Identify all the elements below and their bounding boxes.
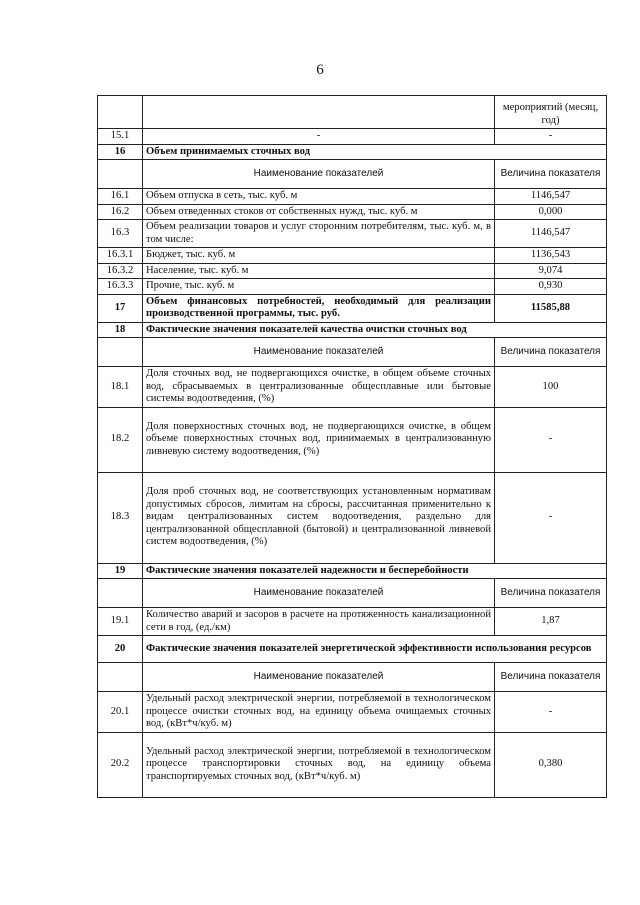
column-header-name: Наименование показателей	[143, 663, 495, 692]
row-number: 18.3	[98, 472, 143, 563]
page-number: 6	[316, 62, 324, 78]
row-value: 1146,547	[495, 220, 607, 248]
table-row	[98, 608, 607, 636]
row-number: 18.2	[98, 407, 143, 472]
section-title: Фактические значения показателей качества очистки сточных вод	[143, 322, 607, 338]
indicators-table	[97, 95, 607, 798]
row-description: Доля поверхностных сточных вод, не подвергающихся очистке, в общем объеме поверхностных сточных вод, принимаемых в централизованную ливневую систему водоотведения, (%)	[143, 407, 495, 472]
column-header-value: Величина показателя	[495, 160, 607, 189]
table-row	[98, 204, 607, 220]
table-header-row	[98, 338, 607, 367]
row-number: 16.3.2	[98, 263, 143, 279]
table-header-row	[98, 160, 607, 189]
table-row	[98, 248, 607, 264]
row-description: -	[143, 129, 495, 145]
table-cell-empty	[98, 160, 143, 189]
table-cell-empty	[98, 96, 143, 129]
row-description: Прочие, тыс. куб. м	[143, 279, 495, 295]
section-title: Объем принимаемых сточных вод	[143, 144, 607, 160]
table-header-row	[98, 663, 607, 692]
row-value: 1136,543	[495, 248, 607, 264]
section-title: Фактические значения показателей надежности и бесперебойности	[143, 563, 607, 579]
row-value: 0,000	[495, 204, 607, 220]
row-description: Бюджет, тыс. куб. м	[143, 248, 495, 264]
table-row	[98, 129, 607, 145]
row-value: -	[495, 692, 607, 733]
table-row	[98, 189, 607, 205]
row-description: Количество аварий и засоров в расчете на протяженность канализационной сети в год, (ед./км)	[143, 608, 495, 636]
row-number: 16.3.1	[98, 248, 143, 264]
row-description: Удельный расход электрической энергии, потребляемой в технологическом процессе очистки сточных вод, на единицу объема очищаемых сточных вод, (кВт*ч/куб. м)	[143, 692, 495, 733]
row-description: Население, тыс. куб. м	[143, 263, 495, 279]
table-row	[98, 732, 607, 797]
column-header-value: Величина показателя	[495, 579, 607, 608]
row-description: Объем финансовых потребностей, необходимый для реализации производственной программы, тыс. руб.	[143, 294, 495, 322]
row-number: 16.1	[98, 189, 143, 205]
column-header-name: Наименование показателей	[143, 160, 495, 189]
table-row	[98, 220, 607, 248]
row-description: Доля сточных вод, не подвергающихся очистке, в общем объеме сточных вод, сбрасываемых в централизованные общесплавные или бытовые системы водоотведения, (%)	[143, 367, 495, 408]
section-number: 19	[98, 563, 143, 579]
table-row	[98, 367, 607, 408]
table-cell-empty	[98, 338, 143, 367]
table-header-row	[98, 579, 607, 608]
section-row	[98, 636, 607, 663]
row-description: Объем отпуска в сеть, тыс. куб. м	[143, 189, 495, 205]
section-number: 16	[98, 144, 143, 160]
row-value: -	[495, 407, 607, 472]
section-row	[98, 322, 607, 338]
table-row	[98, 472, 607, 563]
row-value: 0,380	[495, 732, 607, 797]
row-number: 16.2	[98, 204, 143, 220]
row-number: 16.3	[98, 220, 143, 248]
table-cell-empty	[98, 579, 143, 608]
row-number: 20.2	[98, 732, 143, 797]
section-number: 20	[98, 636, 143, 663]
row-description: Объем отведенных стоков от собственных нужд, тыс. куб. м	[143, 204, 495, 220]
row-number: 20.1	[98, 692, 143, 733]
row-value: 100	[495, 367, 607, 408]
table-row	[98, 263, 607, 279]
table-row	[98, 294, 607, 322]
row-number: 16.3.3	[98, 279, 143, 295]
table-cell-empty	[98, 663, 143, 692]
section-title: Фактические значения показателей энергетической эффективности использования ресурсов	[143, 636, 607, 663]
row-description: Объем реализации товаров и услуг сторонним потребителям, тыс. куб. м, в том числе:	[143, 220, 495, 248]
table-cell-empty	[143, 96, 495, 129]
row-number: 15.1	[98, 129, 143, 145]
section-row	[98, 563, 607, 579]
table-row	[98, 692, 607, 733]
row-value: -	[495, 129, 607, 145]
table-row	[98, 407, 607, 472]
row-value: 1146,547	[495, 189, 607, 205]
column-header-name: Наименование показателей	[143, 338, 495, 367]
column-header-value: Величина показателя	[495, 663, 607, 692]
column-header-value: Величина показателя	[495, 338, 607, 367]
value-cell: мероприятий (месяц, год)	[495, 96, 607, 129]
row-number: 17	[98, 294, 143, 322]
section-number: 18	[98, 322, 143, 338]
row-value: 11585,88	[495, 294, 607, 322]
row-value: 0,930	[495, 279, 607, 295]
column-header-name: Наименование показателей	[143, 579, 495, 608]
row-description: Доля проб сточных вод, не соответствующих установленным нормативам допустимых сбросов, лимитам на сбросы, рассчитанная применительно к видам централизованных систем водоотведения, раздельно для централизованной общесплавной (бытовой) и централизованной ливневой систем водоотведения, (%)	[143, 472, 495, 563]
row-value: 1,87	[495, 608, 607, 636]
section-row	[98, 144, 607, 160]
table-row	[98, 96, 607, 129]
table-row	[98, 279, 607, 295]
row-description: Удельный расход электрической энергии, потребляемой в технологическом процессе транспортировки сточных вод, на единицу объема транспортируемых сточных вод, (кВт*ч/куб. м)	[143, 732, 495, 797]
row-value: 9,074	[495, 263, 607, 279]
row-number: 19.1	[98, 608, 143, 636]
row-value: -	[495, 472, 607, 563]
row-number: 18.1	[98, 367, 143, 408]
